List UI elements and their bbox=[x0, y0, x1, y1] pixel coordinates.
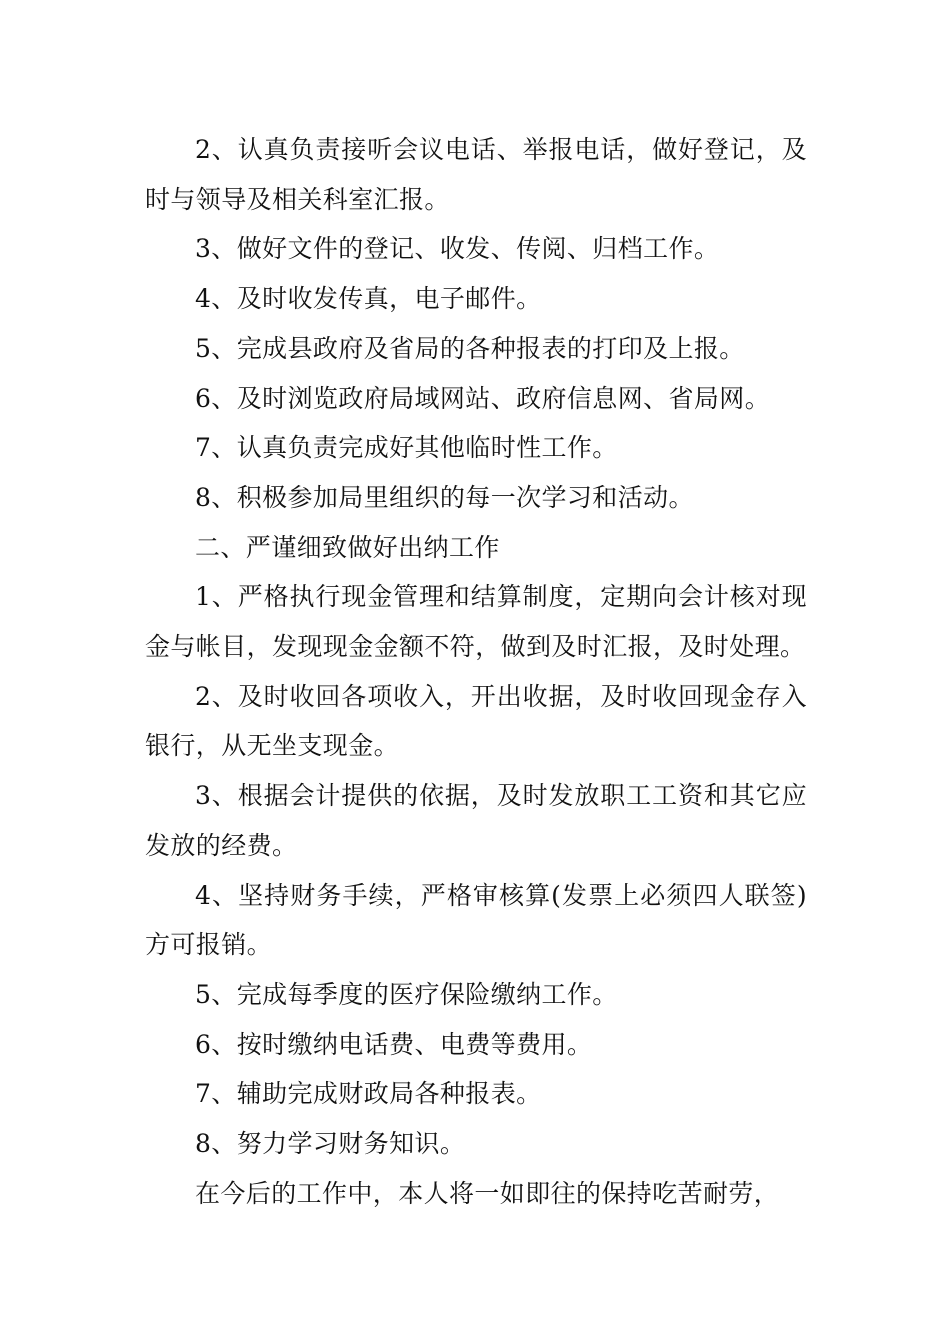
paragraph-cashier-item-4: 4、坚持财务手续，严格审核算(发票上必须四人联签)方可报销。 bbox=[145, 880, 807, 960]
paragraph-office-item-2: 2、认真负责接听会议电话、举报电话，做好登记，及时与领导及相关科室汇报。 bbox=[145, 135, 807, 214]
paragraph-office-item-3: 3、做好文件的登记、收发、传阅、归档工作。 bbox=[195, 234, 720, 264]
paragraph-cashier-item-1: 1、严格执行现金管理和结算制度，定期向会计核对现金与帐目，发现现金金额不符，做到及时汇报，及时处理。 bbox=[145, 582, 807, 662]
paragraph-cashier-item-7: 7、辅助完成财政局各种报表。 bbox=[195, 1079, 542, 1109]
paragraph-office-item-5: 5、完成县政府及省局的各种报表的打印及上报。 bbox=[195, 333, 745, 363]
paragraph-office-item-6: 6、及时浏览政府局域网站、政府信息网、省局网。 bbox=[195, 383, 771, 413]
paragraph-cashier-item-5: 5、完成每季度的医疗保险缴纳工作。 bbox=[195, 979, 618, 1009]
paragraph-cashier-item-6: 6、按时缴纳电话费、电费等费用。 bbox=[195, 1029, 593, 1059]
paragraph-cashier-item-2: 2、及时收回各项收入，开出收据，及时收回现金存入银行，从无坐支现金。 bbox=[145, 681, 807, 761]
paragraph-cashier-item-3: 3、根据会计提供的依据，及时发放职工工资和其它应发放的经费。 bbox=[145, 781, 807, 860]
paragraph-office-item-7: 7、认真负责完成好其他临时性工作。 bbox=[195, 433, 618, 463]
paragraph-closing: 在今后的工作中，本人将一如即往的保持吃苦耐劳， bbox=[195, 1178, 780, 1208]
paragraph-cashier-item-8: 8、努力学习财务知识。 bbox=[195, 1129, 466, 1159]
section-heading-cashier: 二、严谨细致做好出纳工作 bbox=[195, 532, 500, 562]
paragraph-office-item-4: 4、及时收发传真，电子邮件。 bbox=[195, 284, 542, 314]
paragraph-office-item-8: 8、积极参加局里组织的每一次学习和活动。 bbox=[195, 482, 694, 512]
document-body bbox=[145, 125, 807, 1218]
